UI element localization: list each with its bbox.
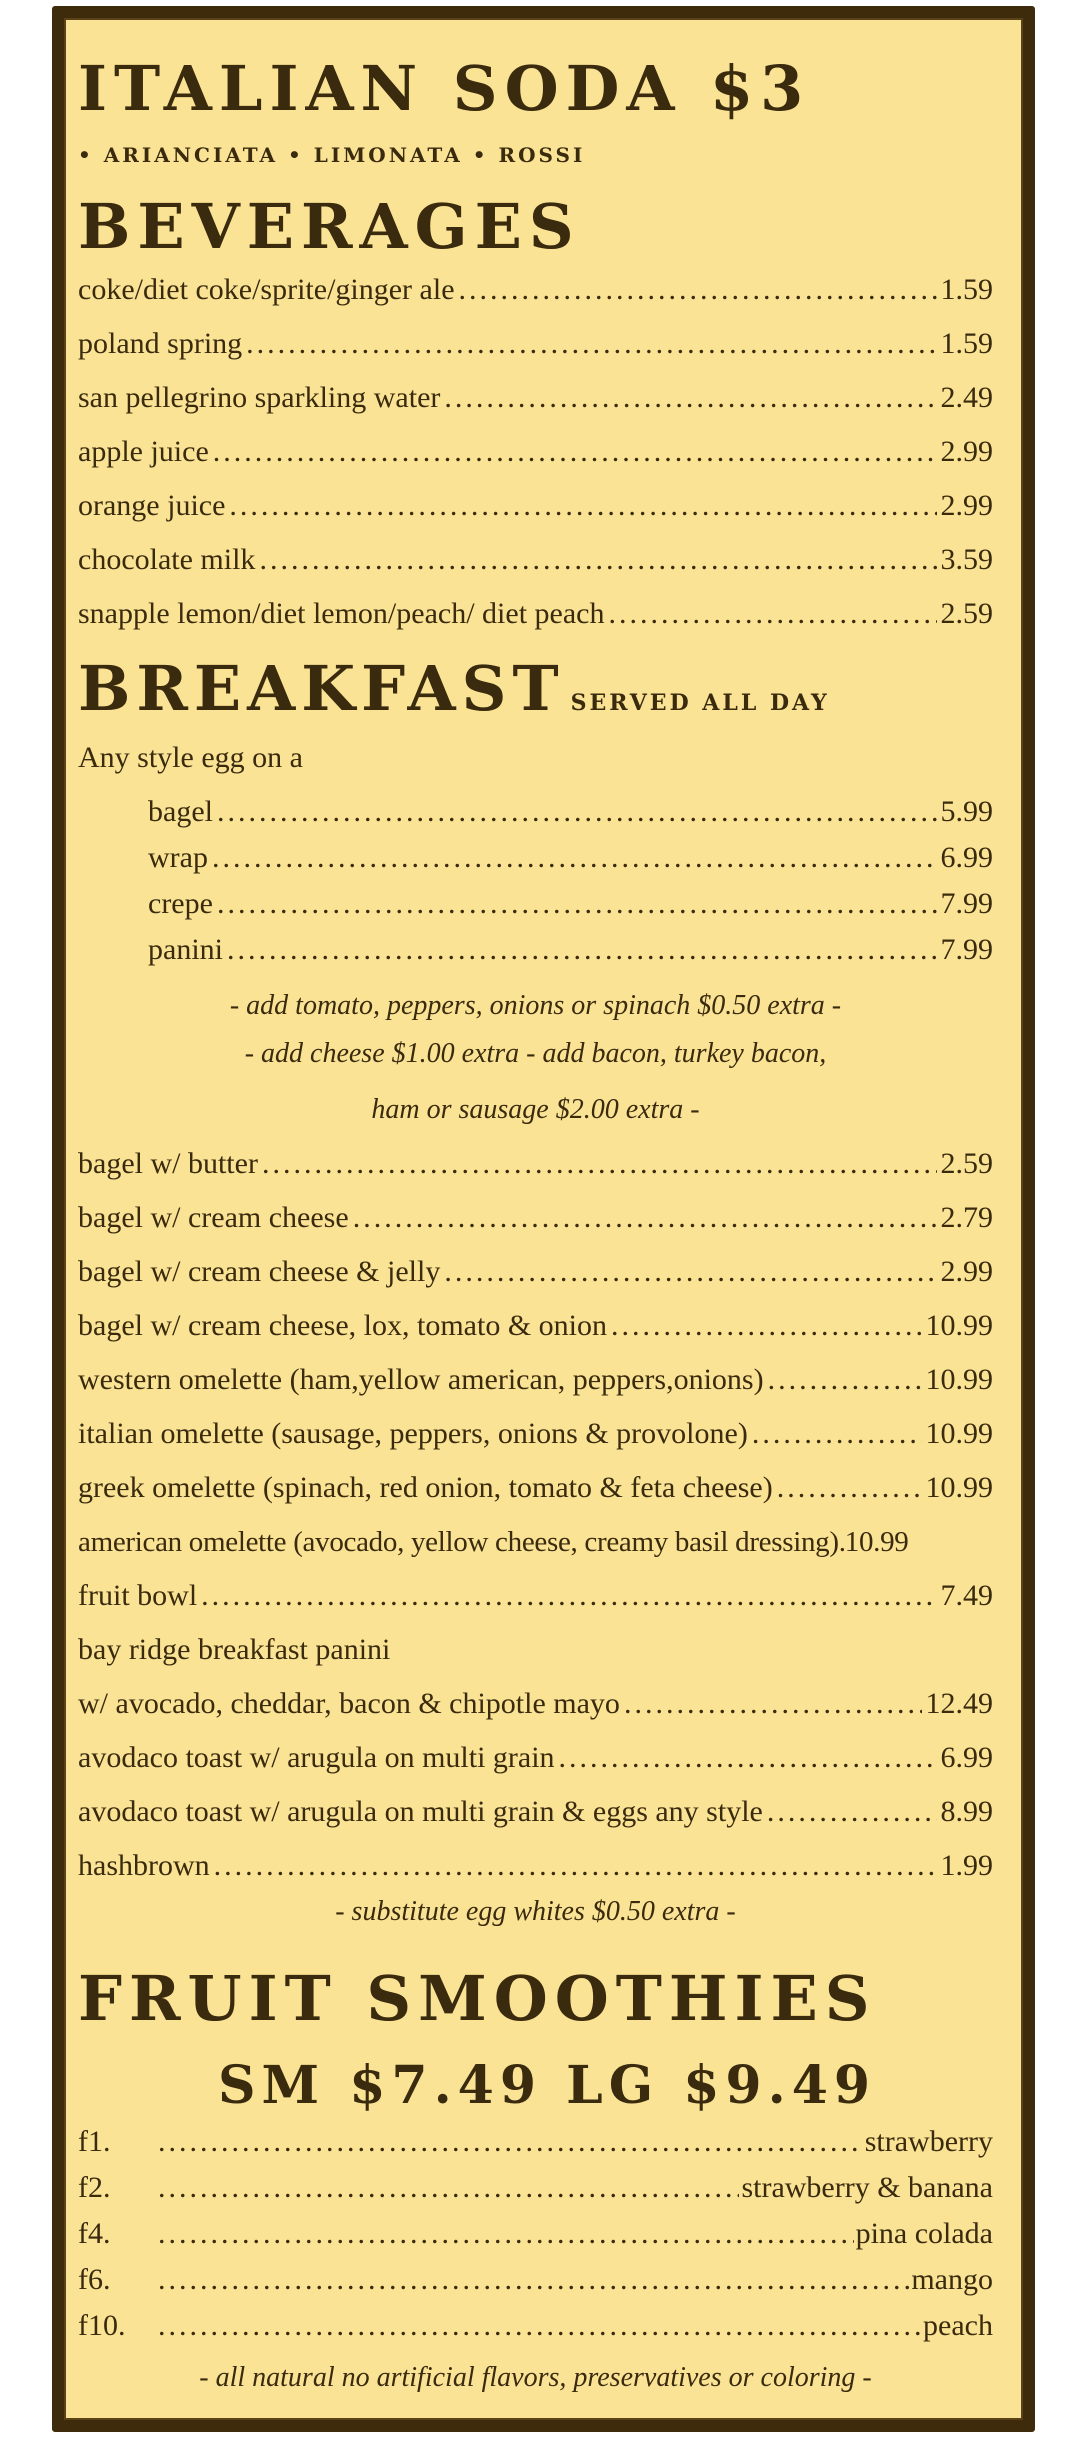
item-price: 2.49 [940, 381, 993, 414]
leader-dots [262, 1146, 937, 1182]
item-name: bagel w/ cream cheese [78, 1201, 349, 1234]
smoothie-flavor: mango [911, 2263, 993, 2296]
smoothie-code: f1. [78, 2125, 111, 2158]
item-name: avodaco toast w/ arugula on multi grain [78, 1741, 555, 1774]
leader-dots [227, 932, 937, 968]
smoothie-code: f6. [78, 2263, 111, 2296]
item-price: 2.99 [940, 435, 993, 468]
leader-dots [217, 794, 937, 830]
item-name: crepe [148, 887, 213, 920]
smoothie-code: f4. [78, 2217, 111, 2250]
item-price: 3.59 [940, 543, 993, 576]
item-price: 2.59 [940, 1147, 993, 1180]
menu-item [78, 542, 993, 578]
menu-item [78, 1578, 993, 1614]
leader-dots [158, 2170, 739, 2206]
item-price: 10.99 [925, 1417, 993, 1450]
leader-dots [246, 326, 936, 362]
item-price: 10.99 [844, 1526, 909, 1558]
leader-dots [229, 488, 936, 524]
menu-item [148, 794, 993, 830]
leader-dots [559, 1740, 937, 1776]
smoothie-item [78, 2262, 993, 2298]
item-price: 1.99 [940, 1849, 993, 1882]
addon-note: ham or sausage $2.00 extra - [371, 1094, 700, 1125]
item-price: 5.99 [940, 795, 993, 828]
menu-item [78, 380, 993, 416]
menu-item [148, 886, 993, 922]
leader-dots [444, 380, 936, 416]
leader-dots [201, 1578, 936, 1614]
smoothie-flavor: strawberry [864, 2125, 993, 2158]
leader-dots [213, 434, 937, 470]
item-name: snapple lemon/diet lemon/peach/ diet peach [78, 597, 605, 630]
leader-dots [158, 2262, 909, 2298]
leader-dots [777, 1470, 922, 1506]
addon-note: - add tomato, peppers, onions or spinach $0.50 extra - [229, 990, 842, 1021]
menu-item [78, 272, 993, 308]
leader-dots [608, 596, 936, 632]
item-name: bagel [148, 795, 213, 828]
smoothie-flavor: peach [923, 2309, 993, 2342]
leader-dots [214, 1848, 937, 1884]
breakfast-title: BREAKFAST [78, 652, 565, 725]
leader-dots [217, 886, 937, 922]
menu-item [78, 1308, 993, 1344]
item-name: apple juice [78, 435, 209, 468]
leader-dots [353, 1200, 937, 1236]
item-price: 6.99 [940, 841, 993, 874]
leader-dots [212, 840, 937, 876]
item-name: chocolate milk [78, 543, 256, 576]
item-price: 1.59 [940, 327, 993, 360]
item-name: hashbrown [78, 1849, 210, 1882]
menu-item [78, 1200, 993, 1236]
menu-item [78, 1740, 993, 1776]
breakfast-subtitle: SERVED ALL DAY [570, 690, 830, 716]
menu-item [78, 1794, 993, 1830]
menu-item [78, 1848, 993, 1884]
menu-item [78, 1146, 993, 1182]
smoothies-title: FRUIT SMOOTHIES [78, 1962, 877, 2035]
item-price: 6.99 [940, 1741, 993, 1774]
item-name: american omelette (avocado, yellow cheese, creamy basil dressing) [78, 1526, 839, 1558]
smoothie-code: f10. [78, 2309, 126, 2342]
beverages-title: BEVERAGES [78, 190, 581, 263]
smoothie-item [78, 2216, 993, 2252]
smoothie-item [78, 2170, 993, 2206]
italian-soda-title: ITALIAN SODA $3 [78, 52, 811, 125]
item-price: 2.99 [940, 489, 993, 522]
item-price: 10.99 [925, 1363, 993, 1396]
item-name: italian omelette (sausage, peppers, onions & provolone) [78, 1417, 748, 1450]
menu-item [78, 1470, 993, 1506]
item-price: 2.99 [940, 1255, 993, 1288]
leader-dots [767, 1794, 937, 1830]
item-price: 2.79 [940, 1201, 993, 1234]
menu-item [78, 1362, 993, 1398]
smoothie-item [78, 2124, 993, 2160]
item-name: w/ avocado, cheddar, bacon & chipotle mayo [78, 1687, 620, 1720]
menu-item [148, 840, 993, 876]
leader-dots [611, 1308, 922, 1344]
item-price: 2.59 [940, 597, 993, 630]
leader-dots [624, 1686, 922, 1722]
item-name: avodaco toast w/ arugula on multi grain & eggs any style [78, 1795, 763, 1828]
item-name: poland spring [78, 327, 243, 360]
leader-dots [158, 2124, 863, 2160]
smoothies-prices: SM $7.49 LG $9.49 [218, 2055, 877, 2116]
leader-dots [158, 2216, 854, 2252]
leader-dots [768, 1362, 922, 1398]
menu-item [78, 488, 993, 524]
smoothie-flavor: pina colada [855, 2217, 993, 2250]
item-price: 1.59 [940, 273, 993, 306]
item-price: 8.99 [940, 1795, 993, 1828]
item-price: 7.99 [940, 933, 993, 966]
menu-item [78, 326, 993, 362]
item-name: greek omelette (spinach, red onion, tomato & feta cheese) [78, 1471, 773, 1504]
natural-note: - all natural no artificial flavors, preservatives or coloring - [199, 2362, 872, 2393]
menu-item [78, 596, 993, 632]
leader-dots [752, 1416, 922, 1452]
item-name: wrap [148, 841, 208, 874]
item-price: 10.99 [925, 1471, 993, 1504]
smoothie-item [78, 2308, 993, 2344]
item-name: panini [148, 933, 223, 966]
menu-item [78, 1524, 993, 1560]
substitute-note: - substitute egg whites $0.50 extra - [335, 1896, 736, 1927]
item-name: fruit bowl [78, 1579, 198, 1612]
breakfast-heading [78, 652, 830, 725]
menu-item [78, 1416, 993, 1452]
item-name: bagel w/ cream cheese, lox, tomato & onion [78, 1309, 607, 1342]
item-price: 12.49 [925, 1687, 993, 1720]
addon-note: - add cheese $1.00 extra - add bacon, turkey bacon, [244, 1038, 827, 1069]
item-price: 7.99 [940, 887, 993, 920]
leader-dots [444, 1254, 936, 1290]
menu-item [78, 1254, 993, 1290]
item-name: coke/diet coke/sprite/ginger ale [78, 273, 455, 306]
smoothie-flavor: strawberry & banana [741, 2171, 993, 2204]
item-name: bagel w/ cream cheese & jelly [78, 1255, 441, 1288]
menu-item [148, 932, 993, 968]
smoothie-code: f2. [78, 2171, 111, 2204]
leader-dots [259, 542, 936, 578]
item-name: orange juice [78, 489, 226, 522]
egg-intro: Any style egg on a [78, 741, 303, 774]
item-name: western omelette (ham,yellow american, peppers,onions) [78, 1363, 764, 1396]
item-price: 10.99 [925, 1309, 993, 1342]
panini-title: bay ridge breakfast panini [78, 1633, 391, 1666]
leader-dots [459, 272, 937, 308]
leader-dots [158, 2308, 921, 2344]
item-name: bagel w/ butter [78, 1147, 258, 1180]
menu-item [78, 1686, 993, 1722]
item-price: 7.49 [940, 1579, 993, 1612]
item-name: san pellegrino sparkling water [78, 381, 441, 414]
menu-item [78, 434, 993, 470]
italian-soda-flavors: • ARIANCIATA • LIMONATA • ROSSI [78, 143, 586, 167]
